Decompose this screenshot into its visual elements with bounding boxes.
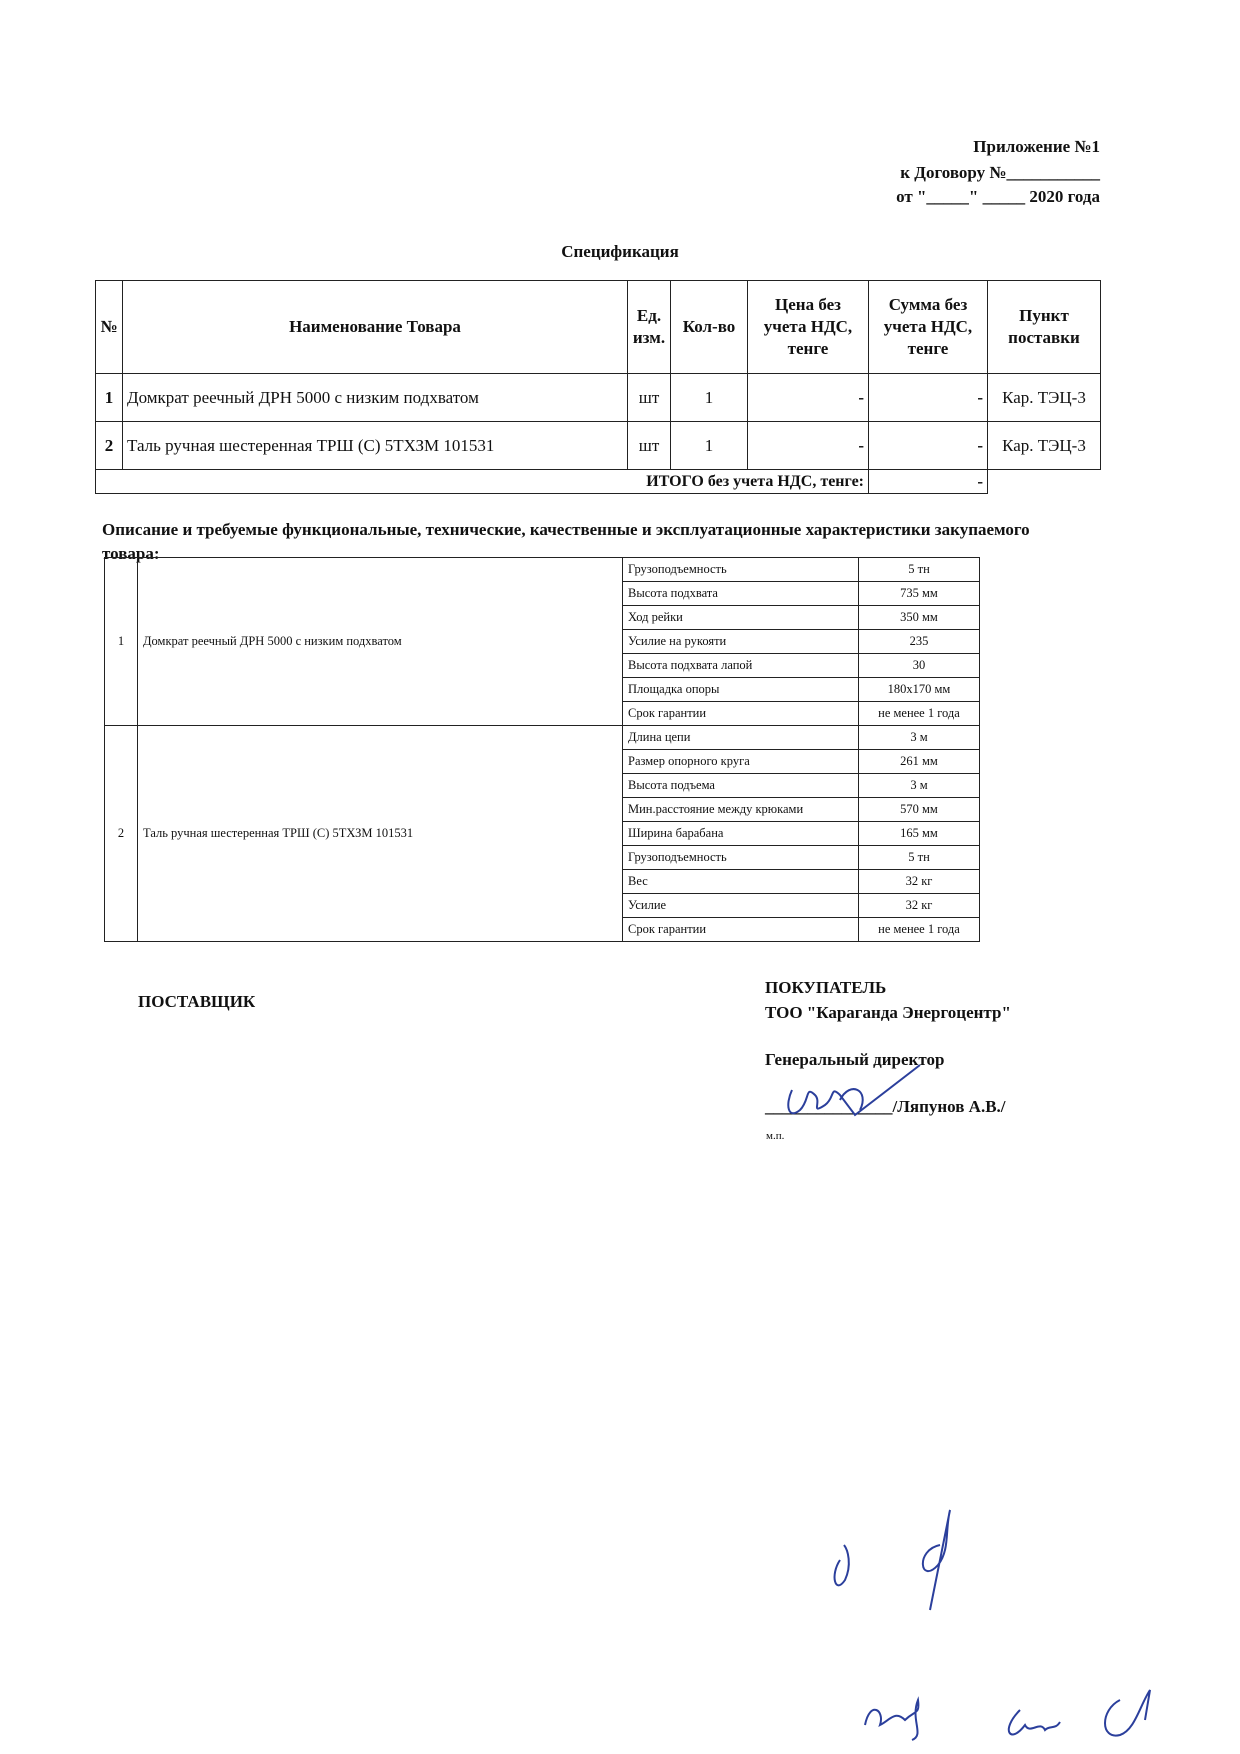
param-name: Высота подъема bbox=[623, 774, 859, 798]
row-num: 2 bbox=[96, 422, 123, 470]
param-name: Усилие на рукояти bbox=[623, 630, 859, 654]
row-unit: шт bbox=[628, 422, 671, 470]
contract-number: к Договору №___________ bbox=[900, 163, 1100, 182]
param-name: Длина цепи bbox=[623, 726, 859, 750]
col-point: Пункт поставки bbox=[988, 281, 1101, 374]
total-row bbox=[96, 470, 1101, 494]
col-num: № bbox=[96, 281, 123, 374]
initials-signature-icon bbox=[820, 1500, 1000, 1620]
table-row bbox=[105, 558, 980, 582]
item-num: 2 bbox=[105, 726, 138, 942]
param-name: Срок гарантии bbox=[623, 918, 859, 942]
total-value: - bbox=[869, 470, 988, 494]
row-point: Кар. ТЭЦ-3 bbox=[988, 374, 1101, 422]
row-sum: - bbox=[869, 422, 988, 470]
param-value: 235 bbox=[859, 630, 980, 654]
row-price: - bbox=[748, 374, 869, 422]
param-name: Мин.расстояние между крюками bbox=[623, 798, 859, 822]
param-value: 3 м bbox=[859, 726, 980, 750]
param-name: Площадка опоры bbox=[623, 678, 859, 702]
param-value: 32 кг bbox=[859, 894, 980, 918]
item-name: Домкрат реечный ДРН 5000 с низким подхватом bbox=[138, 558, 623, 726]
spec-title: Спецификация bbox=[561, 242, 679, 261]
buyer-position: Генеральный директор bbox=[765, 1050, 945, 1069]
param-value: 165 мм bbox=[859, 822, 980, 846]
param-value: 32 кг bbox=[859, 870, 980, 894]
director-signature-icon bbox=[780, 1060, 930, 1130]
param-name: Срок гарантии bbox=[623, 702, 859, 726]
buyer-signatory: _______________/Ляпунов А.В./ bbox=[765, 1097, 1006, 1116]
item-name: Таль ручная шестеренная ТРШ (С) 5ТХЗМ 101531 bbox=[138, 726, 623, 942]
param-name: Усилие bbox=[623, 894, 859, 918]
approval-signatures-icon bbox=[850, 1680, 1170, 1750]
buyer-label: ПОКУПАТЕЛЬ bbox=[765, 978, 887, 997]
row-num: 1 bbox=[96, 374, 123, 422]
param-value: 3 м bbox=[859, 774, 980, 798]
row-unit: шт bbox=[628, 374, 671, 422]
empty-cell bbox=[988, 470, 1101, 494]
param-name: Вес bbox=[623, 870, 859, 894]
param-value: 5 тн bbox=[859, 558, 980, 582]
row-sum: - bbox=[869, 374, 988, 422]
param-value: 5 тн bbox=[859, 846, 980, 870]
param-value: не менее 1 года bbox=[859, 918, 980, 942]
spec-header-row bbox=[96, 281, 1101, 374]
param-value: не менее 1 года bbox=[859, 702, 980, 726]
param-name: Размер опорного круга bbox=[623, 750, 859, 774]
param-name: Ход рейки bbox=[623, 606, 859, 630]
param-name: Высота подхвата bbox=[623, 582, 859, 606]
total-label: ИТОГО без учета НДС, тенге: bbox=[96, 470, 869, 494]
table-row bbox=[96, 374, 1101, 422]
characteristics-title: Описание и требуемые функциональные, технические, качественные и эксплуатационные характеристики закупаемого товара: bbox=[102, 520, 1030, 563]
item-num: 1 bbox=[105, 558, 138, 726]
characteristics-table bbox=[104, 557, 980, 942]
param-name: Грузоподъемность bbox=[623, 558, 859, 582]
row-point: Кар. ТЭЦ-3 bbox=[988, 422, 1101, 470]
col-sum: Сумма без учета НДС, тенге bbox=[869, 281, 988, 374]
stamp-mark: м.п. bbox=[766, 1130, 785, 1142]
col-price: Цена без учета НДС, тенге bbox=[748, 281, 869, 374]
buyer-company: ТОО "Караганда Энергоцентр" bbox=[765, 1003, 1011, 1022]
param-value: 30 bbox=[859, 654, 980, 678]
table-row bbox=[105, 726, 980, 750]
row-price: - bbox=[748, 422, 869, 470]
col-name: Наименование Товара bbox=[123, 281, 628, 374]
param-value: 180х170 мм bbox=[859, 678, 980, 702]
param-value: 350 мм bbox=[859, 606, 980, 630]
supplier-label: ПОСТАВЩИК bbox=[138, 992, 256, 1011]
row-qty: 1 bbox=[671, 374, 748, 422]
table-row bbox=[96, 422, 1101, 470]
row-name: Таль ручная шестеренная ТРШ (С) 5ТХЗМ 101531 bbox=[123, 422, 628, 470]
param-value: 570 мм bbox=[859, 798, 980, 822]
param-value: 261 мм bbox=[859, 750, 980, 774]
spec-table bbox=[95, 280, 1101, 494]
param-name: Ширина барабана bbox=[623, 822, 859, 846]
col-unit: Ед. изм. bbox=[628, 281, 671, 374]
row-qty: 1 bbox=[671, 422, 748, 470]
param-name: Грузоподъемность bbox=[623, 846, 859, 870]
param-value: 735 мм bbox=[859, 582, 980, 606]
param-name: Высота подхвата лапой bbox=[623, 654, 859, 678]
row-name: Домкрат реечный ДРН 5000 с низким подхватом bbox=[123, 374, 628, 422]
appendix-label: Приложение №1 bbox=[973, 137, 1100, 156]
col-qty: Кол-во bbox=[671, 281, 748, 374]
contract-date: от "_____" _____ 2020 года bbox=[896, 187, 1100, 206]
